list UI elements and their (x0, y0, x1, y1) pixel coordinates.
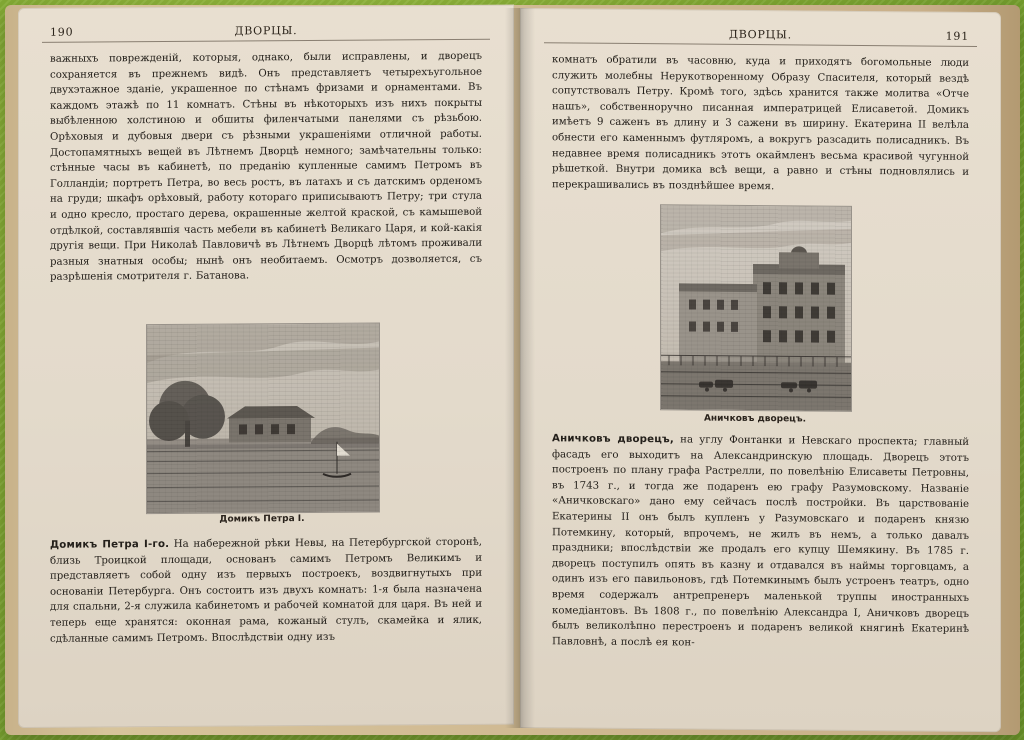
right-text-block-1 (552, 52, 969, 204)
right-paragraph-2 (552, 431, 969, 653)
right-header-rule (544, 42, 977, 47)
left-paragraph-1: важныхъ поврежденій, которыя, однако, были исправлены, и дворецъ сохраняется въ прежнемъ видѣ. Онъ представляетъ четырехъугольное двухэтажное зданіе, украшенное по стѣнамъ фризами и орнаментами. Въ каждомъ этажѣ по 11 комнатъ. Стѣны въ нѣкоторыхъ изъ нихъ покрыты выбѣленною холстиною и обшиты филенчатыми панелями съ рѣзьбою. Орѣховыя и дубовыя двери съ рѣзными украшеніями отличной работы. Достопамятныхъ вещей въ Лѣтнемъ Дворцѣ немного; замѣчательны только: стѣнные часы въ кабинетѣ, по преданію купленные самимъ Петромъ въ Голландіи; портретъ Петра, во весь ростъ, въ латахъ и съ датскимъ орденомъ на груди; шкафъ орѣховый, работу котораго приписываютъ Петру; три стула и одно кресло, простаго дерева, окрашенные желтой краской, съ камышевой отдѣлкой, составлявшія часть мебели въ кабинетѣ Великаго Царя, и кой-какія другія вещи. При Николаѣ Павловичѣ въ Лѣтнемъ Дворцѣ лѣтомъ проживали разныя знатныя особы; нынѣ онъ необитаемъ. Осмотръ дозволяется, съ разрѣшенія смотрителя г. Батанова. (50, 50, 482, 284)
left-paragraph-2 (50, 535, 482, 647)
right-heading: Аничковъ дворецъ, (552, 433, 674, 446)
left-page-header (42, 23, 490, 44)
left-running-head: ДВОРЦЫ. (234, 24, 298, 38)
left-page-number: 190 (50, 25, 74, 39)
left-heading: Домикъ Петра I-го. (50, 538, 170, 551)
right-engraving-svg (661, 205, 851, 411)
right-paragraph-1: комнатъ обратили въ часовню, куда и приходятъ богомольные люди служить молебны Нерукотворенному Образу Спасителя, который вездѣ сопутствовалъ Петру. Кромѣ того, здѣсь хранится также молитва «Отче нашъ», собственноручно писанная императрицей Елисаветой. Домикъ имѣетъ 9 саженъ въ длину и 3 сажени въ ширину. Екатерина II велѣла обнести его каменнымъ футляромъ, а вокругъ разсадить полисадникъ. Въ недавнее время полисадникъ этотъ окаймленъ весьма красивой чугунной рѣшеткой. Внутри домика всѣ вещи, а равно и стѣны подновлялись и перекрашивались въ позднѣйшее время. (552, 54, 969, 192)
right-running-head: ДВОРЦЫ. (729, 27, 792, 42)
left-engraving-svg (147, 323, 379, 513)
left-header-rule (42, 39, 490, 43)
right-paragraph-2-text: на углу Фонтанки и Невскаго проспекта; главный фасадъ его выходитъ на Александринскую площадь. Дворецъ этотъ построенъ по плану графа Растрелли, по повелѣнію Елисаветы Петровны, въ 1743 г., и тогда же подаренъ ею графу Разумовскому. Названіе «Аничковскаго» дано ему сейчасъ послѣ постройки. Въ царствованіе Екатерины II онъ былъ купленъ у Разумовскаго и подаренъ князю Потемкину, который, впрочемъ, не жилъ въ немъ, а только давалъ праздники; впослѣдствіи же продалъ его купцу Шемякину. Въ 1785 г. дворецъ поступилъ опять въ казну и отдавался въ наймы торговцамъ, а одинъ изъ его павильоновъ, гдѣ Потемкинымъ былъ устроенъ театръ, одно время содержалъ антрепренеръ маленькой труппы иностранныхъ комедіантовъ. Въ 1808 г., по повелѣнію Александра I, Аничковъ дворецъ былъ великолѣпно перестроенъ и подаренъ великой княгинѣ Екатеринѣ Павловнѣ, а послѣ ея кон- (552, 434, 969, 649)
right-page-header (544, 26, 977, 48)
right-engraving (660, 204, 852, 412)
right-page (520, 8, 1001, 732)
left-paragraph-2-text: На набережной рѣки Невы, на Петербургской сторонѣ, близь Троицкой площади, основанъ самимъ Петромъ Великимъ и представляетъ собой одну изъ первыхъ построекъ, воздвигнутыхъ при основаніи Петербурга. Онъ состоитъ изъ двухъ комнатъ: 1-я была назначена для спальни, 2-я служила кабинетомъ и рабочей комнатой для царя. Въ ней и теперь еще хранятся: оконная рама, кожаный стулъ, скамейка и ялик, сдѣланные самимъ Петромъ. Впослѣдствіи одну изъ (50, 536, 482, 645)
right-figure-caption: Аничковъ дворецъ. (703, 413, 807, 425)
left-engraving (146, 322, 380, 514)
left-figure-caption: Домикъ Петра I. (219, 513, 305, 525)
left-page (18, 5, 514, 728)
left-text-block-2 (50, 535, 482, 714)
right-text-block-2 (552, 431, 969, 718)
right-page-number: 191 (945, 29, 969, 43)
left-text-block-1 (50, 49, 482, 326)
